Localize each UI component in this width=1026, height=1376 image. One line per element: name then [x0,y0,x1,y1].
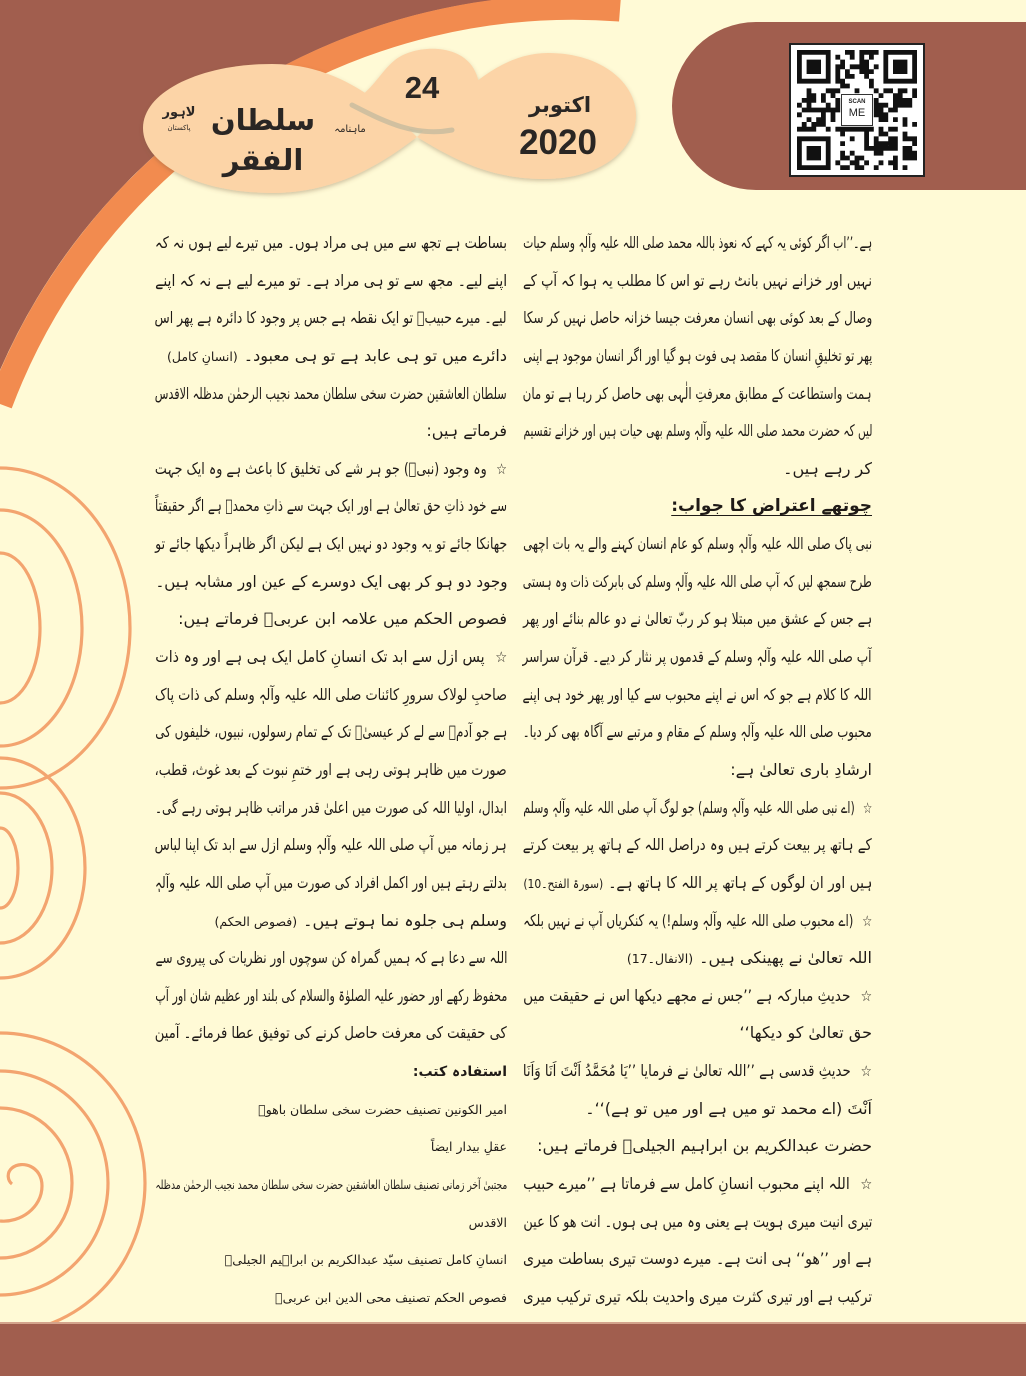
reference-line [155,1165,507,1203]
line-content [523,713,872,751]
line-text: ترکیب ہے اور تیری کثرت میری واحدیت بلکہ تیری ترکیب میری [522,1286,872,1306]
text-line [523,563,872,601]
bottom-band [0,1323,1026,1376]
text-line [155,412,507,450]
text-line [523,751,872,789]
line-text: کے ہاتھ پر بیعت کرتے ہیں وہ دراصل اللہ کے ہاتھ پر بیعت کرتے [522,835,872,855]
text-line [155,337,507,375]
line-text: سلطان العاشقین حضرت سخی سلطان محمد نجیب الرحمٰن مدظلہ الاقدس [155,383,507,403]
text-line [155,563,507,601]
line-text: صورت میں ظاہر ہوتی رہی ہے اور ختمِ نبوت کے بعد غوث، قطب، [155,759,507,779]
star-bullet-icon [860,1175,872,1193]
qr-code [789,43,925,177]
issue-month: اکتوبر [528,93,592,117]
line-text: ہر زمانہ میں آپ صلی اللہ علیہ وآلہٖ وسلم ازل سے ابد تک اپنا لباس [154,835,507,855]
line-content [740,1014,872,1052]
line-content [537,1127,872,1165]
line-text: اپنے لیے۔ مجھ سے تو ہی مراد ہے۔ تو میرے لیے ہے نہ کہ اپنے [155,270,507,290]
line-content [155,450,507,489]
text-line [523,1127,872,1165]
me-label: ME [848,107,866,119]
text-line [155,299,507,337]
line-content [155,375,507,413]
page-number: 24 [404,70,440,105]
text-line [523,864,872,902]
reference-line [155,1090,507,1128]
text-line [155,224,507,262]
text-line [155,450,507,488]
text-line [523,450,872,488]
text-line [155,375,507,413]
text-line [523,638,872,676]
text-line [523,713,872,751]
line-text: طرح سمجھ لیں کہ آپ صلی اللہ علیہ وآلہٖ وسلم کی بابرکت ذات وہ ہستی [523,571,872,591]
line-text: وصال کے بعد کوئی بھی انسان معرفت جیسا خزانہ حاصل نہیں کر سکا [523,308,872,328]
line-text: اللہ سے دعا ہے کہ ہمیں گمراہ کن سوچوں اور نظریات کی پیروی سے [155,948,507,968]
line-content [155,789,507,827]
line-text: فصوص الحکم میں علامہ ابن عربیؒ فرماتے ہیں: [178,609,507,629]
line-text: محفوظ رکھے اور حضور علیہ الصلوٰۃ والسلام کی بلند اور عظیم شان اور آپ [155,985,507,1005]
magazine-country: پاکستان [167,124,191,132]
text-line [523,1052,872,1090]
line-text: حق تعالیٰ کو دیکھا‘‘ [739,1023,872,1043]
text-line [155,525,507,563]
text-line [155,600,507,638]
line-content [155,864,507,902]
text-line [155,638,507,676]
reference-line [155,1127,507,1165]
left-column [155,224,507,1316]
text-line [155,1014,507,1052]
star-bullet-icon [862,912,872,930]
line-text: نہیں اور خزانے نہیں بانٹ رہے تو اس کا مطلب یہ ہوا کہ آپ کے [522,270,872,290]
line-content [155,525,507,563]
line-content [523,676,872,714]
line-content [214,902,507,941]
line-text: لیں کہ حضرت محمد صلی اللہ علیہ وآلہٖ وسلم بھی حیات ہیں اور خزانے تقسیم [523,421,872,441]
text-line [523,224,872,262]
issue-year: 2020 [519,123,597,162]
line-text: ابدال، اولیا اللہ کی صورت میں اعلیٰ قدر مراتب ظاہر ہوتی رہے گی۔ [155,797,507,817]
line-content [523,600,872,638]
line-content [585,1090,872,1128]
line-text: ہے۔’’اب اگر کوئی یہ کہے کہ نعوذ باللہ محمد صلی اللہ علیہ وآلہٖ وسلم حیات [523,233,872,252]
line-content [730,751,872,789]
star-bullet-icon [861,987,872,1005]
line-content [155,262,507,300]
line-text: وجود دو ہو کر بھی ایک دوسرے کے عین اور مشابہ ہیں۔ [154,571,507,591]
line-content [523,299,872,337]
line-text: صاحبِ لولاک سرورِ کائنات صلی اللہ علیہ وآلہٖ وسلم کی ذات پاک [154,684,507,704]
text-line [523,939,872,977]
line-content [155,299,507,337]
scan-me-badge [841,94,873,126]
text-line [523,902,872,940]
reference-line [155,1203,507,1241]
citation: (الانفال۔17) [626,951,694,967]
line-content [523,1203,872,1241]
line-content [523,375,872,413]
line-content [155,676,507,714]
line-text: کی حقیقت کی معرفت حاصل کرنے کی توفیق عطا فرمائے۔ آمین [155,1023,507,1043]
text-line [523,1090,872,1128]
line-text: بساطت ہے تجھ سے میں ہی مراد ہوں۔ میں تیرے لیے ہوں نہ کہ [154,233,507,252]
line-text: استفادہ کتب: [412,1064,507,1081]
line-text: چوتھے اعتراض کا جواب: [671,496,872,517]
line-text: عقلِ بیدار ایضاً [430,1139,507,1155]
text-line [523,525,872,563]
section-heading [523,487,872,525]
magazine-city: لاہور [162,105,196,120]
star-bullet-icon [863,799,872,817]
line-content [523,789,872,828]
text-line [523,676,872,714]
text-line [523,789,872,827]
line-text: بدلتے رہتے ہیں اور اکمل افراد کی صورت میں آپ صلی اللہ علیہ وآلہٖ [155,872,507,892]
text-line [523,1203,872,1241]
line-text: الاقدس [468,1214,507,1230]
text-line [523,299,872,337]
line-text: وہ وجود (نبیؐ) جو ہر شے کی تخلیق کا باعث ہے وہ ایک جہت [154,458,487,478]
line-content [523,977,872,1016]
line-content [155,1165,507,1204]
line-content [178,600,507,638]
line-content [523,902,872,941]
line-text: فرماتے ہیں: [426,421,507,441]
magazine-title: سلطان الفقر [210,103,316,177]
line-text: اللہ تعالیٰ نے پھینکی ہیں۔ [699,948,872,968]
line-text: سے خود ذاتِ حق تعالیٰ ہے اور ایک جہت سے ذاتِ محمدؐ ہے اگر حقیقتاً [154,496,507,516]
text-line [155,789,507,827]
text-line [523,826,872,864]
text-line [155,751,507,789]
line-text: محبوب صلی اللہ علیہ وآلہٖ وسلم کے مقام و مرتبے سے آگاہ بھی کر دیا۔ [522,722,872,742]
line-content [523,525,872,563]
line-text: کر رہے ہیں۔ [783,458,872,478]
line-content [155,487,507,525]
line-text: ارشادِ باری تعالیٰ ہے: [730,759,872,779]
text-line [523,1240,872,1278]
text-line [155,939,507,977]
line-content [523,1052,872,1091]
line-text: ہے جو آدمؑ سے لے کر عیسیٰؑ تک کے تمام رسولوں، نبیوں، خلیفوں کی [154,722,507,742]
line-content [671,487,872,526]
text-line [523,977,872,1015]
star-bullet-icon [495,648,507,666]
line-content [523,1240,872,1278]
line-content [167,337,507,376]
line-text: (اے نبی صلی اللہ علیہ وآلہٖ وسلم) جو لوگ آپ صلی اللہ علیہ وآلہٖ وسلم [523,797,855,817]
line-content [155,563,507,601]
line-text: تیری انیت میری ہویت ہے یعنی وہ میں ہی ہوں۔ انت ھو کا عین [523,1211,872,1231]
line-text: حضرت عبدالکریم بن ابراہیم الجیلیؒ فرماتے ہیں: [537,1136,872,1156]
line-content [155,1014,507,1052]
line-content [783,450,872,488]
line-content [155,751,507,789]
reference-line [155,1240,507,1278]
line-text: وسلم ہی جلوہ نما ہوتے ہیں۔ [303,910,507,930]
text-line [523,1014,872,1052]
line-text: حدیثِ مبارکہ ہے ’’جس نے مجھے دیکھا اس نے حقیقت میں [522,985,851,1005]
text-line [523,1165,872,1203]
star-bullet-icon [496,460,507,478]
text-line [523,337,872,375]
line-content [258,1090,507,1129]
line-content [155,224,507,262]
scan-label: SCAN [848,99,866,105]
text-line [155,902,507,940]
line-text: نبی پاک صلی اللہ علیہ وآلہٖ وسلم کو عام انسان کہنے والے یہ بات اچھی [522,534,872,554]
line-content [627,939,872,978]
text-line [155,826,507,864]
line-content [225,1240,507,1279]
line-text: لیے۔ میرے حبیبؐ تو ایک نقطہ ہے جس پر وجود کا دائرہ ہے پھر اس [155,308,507,328]
star-bullet-icon [861,1062,872,1080]
right-column [523,224,872,1316]
reference-line [155,1052,507,1090]
citation: (سورۃ الفتح۔10) [522,875,603,891]
text-line [155,977,507,1015]
line-text: امیر الکونین تصنیف حضرت سخی سلطان باھوؒ [258,1101,507,1117]
text-line [523,600,872,638]
line-content [523,224,872,262]
line-text: فصوص الحکم تصنیف محی الدین ابن عربیؒ [275,1289,507,1305]
line-content [155,977,507,1015]
reference-line [155,1278,507,1316]
line-content [523,563,872,601]
line-content [523,1278,872,1316]
line-text: ہمت واستطاعت کے مطابق معرفتِ الٰہی بھی حاصل کر رہا ہے تو مان [522,383,872,403]
line-text: اَنْتَ (اے محمد تو میں ہے اور میں تو ہے)‘‘۔ [585,1098,872,1118]
line-content [155,713,507,751]
text-line [523,375,872,413]
line-text: اللہ کا کلام ہے جو کہ اس نے اپنے محبوب سے کیا اور پھر خود ہی اپنے [523,684,872,704]
line-content [155,826,507,864]
text-line [155,864,507,902]
text-line [155,713,507,751]
line-content [155,638,507,677]
line-content [523,337,872,375]
line-text: ہے جس کے عشق میں مبتلا ہو کر ربّ تعالیٰ نے دو عالم بنائے اور پھر [522,609,872,629]
text-line [155,676,507,714]
line-text: جھانکا جائے تو یہ وجود دو نہیں ایک ہے لیکن اگر ظاہراً دیکھا جائے تو [154,534,507,554]
line-content [155,939,507,977]
text-line [523,412,872,450]
text-line [523,262,872,300]
line-content [523,262,872,300]
text-line [155,487,507,525]
citation: (انسانِ کامل) [166,348,238,364]
line-text: حدیثِ قدسی ہے ’’اللہ تعالیٰ نے فرمایا ’’یَا مُحَمَّدُ اَنْتَ اَنَا وَاَنَا [522,1061,851,1081]
line-text: انسانِ کامل تصنیف سیّد عبدالکریم بن ابراہیم الجیلیؒ [224,1252,507,1268]
line-text: ہے اور ’’ھو‘‘ ہی انت ہے۔ میرے دوست تیری بساطت میری [523,1249,872,1269]
magazine-prefix: ماہنامہ [334,124,366,135]
line-content [523,638,872,676]
line-text: (اے محبوب صلی اللہ علیہ وآلہٖ وسلم!) یہ کنکریاں آپ نے نہیں بلکہ [523,910,854,930]
line-content [523,826,872,864]
line-text: دائرے میں تو ہی عابد ہے تو ہی معبود۔ [243,345,507,365]
line-content [523,864,872,903]
text-line [155,262,507,300]
line-content [426,412,507,450]
line-text: ہیں اور ان لوگوں کے ہاتھ پر اللہ کا ہاتھ ہے۔ [607,872,872,892]
line-content [469,1203,507,1242]
line-text: مجتبیٰ آخر زمانی تصنیف سلطان العاشقین حضرت سخی سلطان محمد نجیب الرحمٰن مدظلہ [155,1177,507,1193]
line-text: اللہ اپنے محبوب انسانِ کامل سے فرماتا ہے ’’میرے حبیب [523,1174,850,1194]
text-line [523,1278,872,1316]
line-content [275,1278,507,1317]
line-content [431,1127,507,1166]
line-content [523,1165,872,1204]
line-text: پھر تو تخلیقِ انسان کا مقصد ہی فوت ہو گیا اور اگر انسان موجود ہے اپنی [522,345,872,365]
line-text: پس ازل سے ابد تک انسانِ کامل ایک ہی ہے اور وہ ذات [155,647,485,667]
citation: (فصوص الحکم) [214,913,298,929]
line-content [523,412,872,450]
line-content [413,1052,507,1092]
line-text: آپ صلی اللہ علیہ وآلہٖ وسلم کے قدموں پر نثار کر دیے۔ قرآن سراسر [522,647,872,667]
